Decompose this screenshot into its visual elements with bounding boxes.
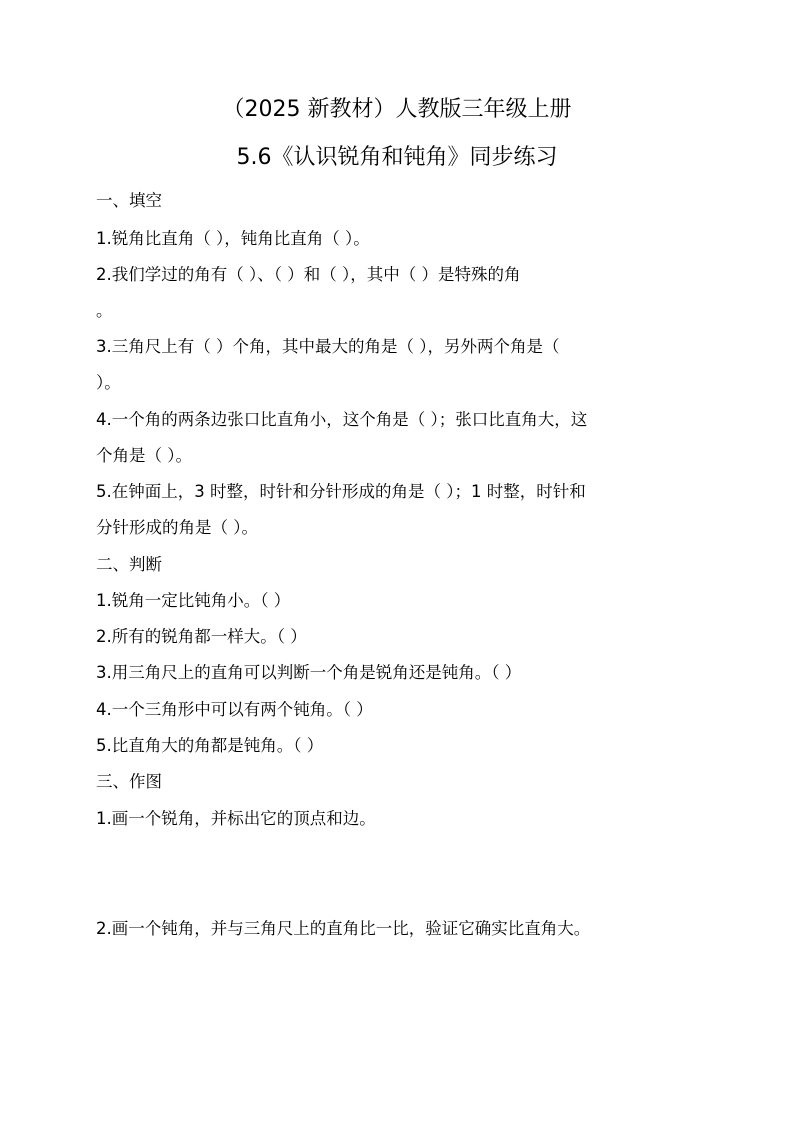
question-line: 3.三角尺上有（ ）个角，其中最大的角是（ ），另外两个角是（ xyxy=(96,337,560,356)
question-line: 2.我们学过的角有（ ）、（ ）和（ ），其中（ ）是特殊的角 xyxy=(96,265,521,284)
worksheet-title-edition: （2025 新教材）人教版三年级上册 xyxy=(222,97,572,122)
question-line: 2.画一个钝角，并与三角尺上的直角比一比，验证它确实比直角大。 xyxy=(96,919,591,938)
question-line: 1.锐角比直角（ ），钝角比直角（ ）。 xyxy=(96,229,370,248)
question-line: 1.画一个锐角，并标出它的顶点和边。 xyxy=(96,809,376,828)
question-line: ）。 xyxy=(96,373,121,392)
section-heading-drawing: 三、作图 xyxy=(96,772,162,791)
section-heading-fill-blank: 一、填空 xyxy=(96,191,162,210)
question-line: 5.比直角大的角都是钝角。（ ） xyxy=(96,736,324,755)
question-line: 。 xyxy=(96,301,113,320)
section-heading-judgment: 二、判断 xyxy=(96,555,162,574)
question-line: 分针形成的角是（ ）。 xyxy=(96,518,258,537)
question-line: 4.一个角的两条边张口比直角小，这个角是（ ）；张口比直角大，这 xyxy=(96,410,588,429)
question-line: 4.一个三角形中可以有两个钝角。（ ） xyxy=(96,700,373,719)
question-line: 5.在钟面上，3 时整，时针和分针形成的角是（ ）；1 时整，时针和 xyxy=(96,482,586,501)
question-line: 3.用三角尺上的直角可以判断一个角是锐角还是钝角。（ ） xyxy=(96,663,522,682)
question-line: 个角是（ ）。 xyxy=(96,446,192,465)
question-line: 1.锐角一定比钝角小。（ ） xyxy=(96,591,291,610)
question-line: 2.所有的锐角都一样大。（ ） xyxy=(96,627,307,646)
worksheet-title-lesson: 5.6《认识锐角和钝角》同步练习 xyxy=(236,145,558,170)
